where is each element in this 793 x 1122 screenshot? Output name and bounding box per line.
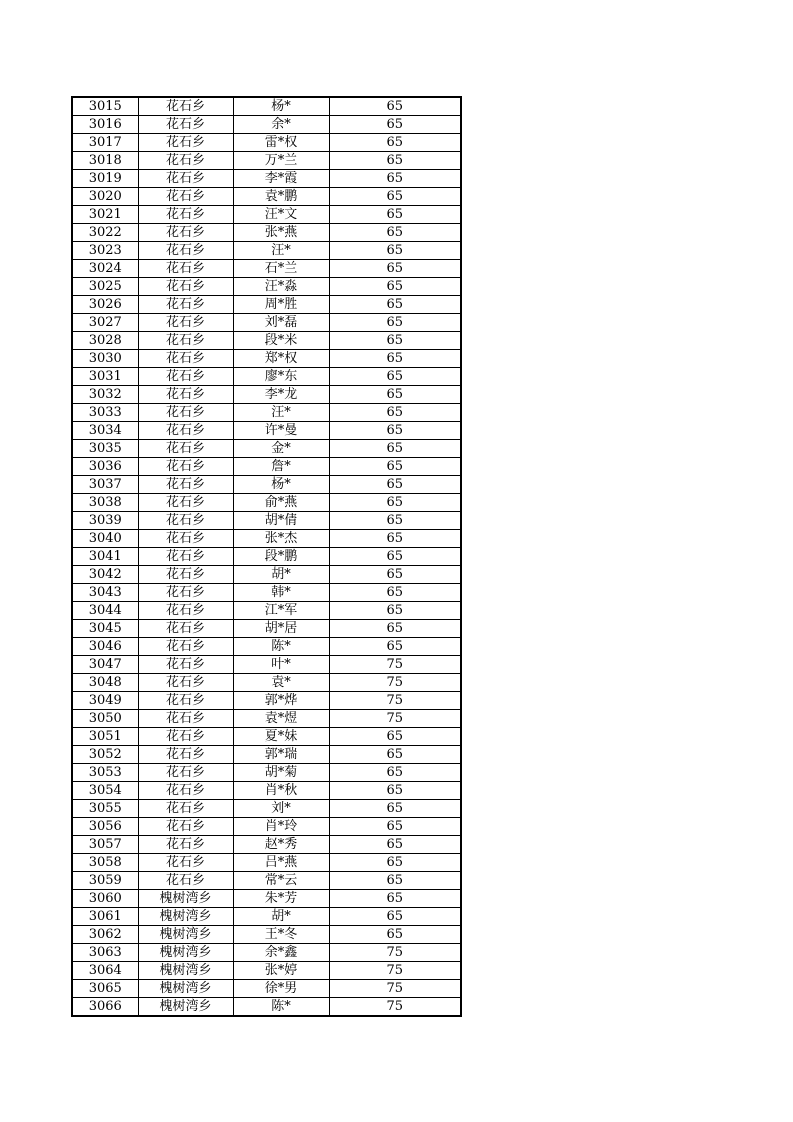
township-cell: 花石乡 (138, 638, 233, 656)
name-cell: 汪* (233, 404, 329, 422)
amount-cell: 65 (329, 746, 461, 764)
table-row (72, 656, 461, 674)
township-cell: 花石乡 (138, 260, 233, 278)
table-row (72, 260, 461, 278)
township-cell: 花石乡 (138, 836, 233, 854)
township-cell: 花石乡 (138, 872, 233, 890)
township-cell: 花石乡 (138, 170, 233, 188)
row-number-cell: 3056 (72, 818, 138, 836)
township-cell: 花石乡 (138, 440, 233, 458)
row-number-cell: 3035 (72, 440, 138, 458)
township-cell: 花石乡 (138, 602, 233, 620)
table-row (72, 170, 461, 188)
row-number-cell: 3057 (72, 836, 138, 854)
amount-cell: 75 (329, 944, 461, 962)
row-number-cell: 3019 (72, 170, 138, 188)
row-number-cell: 3046 (72, 638, 138, 656)
township-cell: 花石乡 (138, 296, 233, 314)
name-cell: 叶* (233, 656, 329, 674)
table-row (72, 908, 461, 926)
amount-cell: 65 (329, 566, 461, 584)
table-row (72, 368, 461, 386)
township-cell: 花石乡 (138, 566, 233, 584)
amount-cell: 75 (329, 980, 461, 998)
roster-table-body (72, 97, 461, 1016)
table-row (72, 800, 461, 818)
row-number-cell: 3015 (72, 97, 138, 116)
township-cell: 花石乡 (138, 512, 233, 530)
name-cell: 胡*倩 (233, 512, 329, 530)
township-cell: 花石乡 (138, 656, 233, 674)
table-row (72, 440, 461, 458)
amount-cell: 75 (329, 656, 461, 674)
township-cell: 花石乡 (138, 782, 233, 800)
table-row (72, 890, 461, 908)
amount-cell: 65 (329, 836, 461, 854)
amount-cell: 65 (329, 314, 461, 332)
township-cell: 花石乡 (138, 458, 233, 476)
row-number-cell: 3058 (72, 854, 138, 872)
name-cell: 李*龙 (233, 386, 329, 404)
township-cell: 槐树湾乡 (138, 890, 233, 908)
name-cell: 胡* (233, 908, 329, 926)
name-cell: 肖*玲 (233, 818, 329, 836)
township-cell: 槐树湾乡 (138, 980, 233, 998)
name-cell: 赵*秀 (233, 836, 329, 854)
name-cell: 吕*燕 (233, 854, 329, 872)
name-cell: 郭*瑞 (233, 746, 329, 764)
name-cell: 王*冬 (233, 926, 329, 944)
amount-cell: 65 (329, 296, 461, 314)
township-cell: 花石乡 (138, 854, 233, 872)
row-number-cell: 3066 (72, 998, 138, 1017)
table-row (72, 386, 461, 404)
name-cell: 郭*烨 (233, 692, 329, 710)
amount-cell: 65 (329, 800, 461, 818)
row-number-cell: 3032 (72, 386, 138, 404)
name-cell: 汪*淼 (233, 278, 329, 296)
table-row (72, 584, 461, 602)
name-cell: 胡* (233, 566, 329, 584)
township-cell: 花石乡 (138, 818, 233, 836)
name-cell: 段*米 (233, 332, 329, 350)
table-row (72, 242, 461, 260)
amount-cell: 65 (329, 152, 461, 170)
name-cell: 余* (233, 116, 329, 134)
township-cell: 花石乡 (138, 97, 233, 116)
township-cell: 花石乡 (138, 188, 233, 206)
name-cell: 韩* (233, 584, 329, 602)
amount-cell: 65 (329, 386, 461, 404)
table-row (72, 674, 461, 692)
table-row (72, 224, 461, 242)
table-row (72, 710, 461, 728)
amount-cell: 75 (329, 710, 461, 728)
table-row (72, 692, 461, 710)
name-cell: 詹* (233, 458, 329, 476)
name-cell: 张*燕 (233, 224, 329, 242)
name-cell: 廖*东 (233, 368, 329, 386)
row-number-cell: 3050 (72, 710, 138, 728)
township-cell: 花石乡 (138, 800, 233, 818)
township-cell: 花石乡 (138, 404, 233, 422)
row-number-cell: 3021 (72, 206, 138, 224)
row-number-cell: 3061 (72, 908, 138, 926)
table-row (72, 476, 461, 494)
amount-cell: 65 (329, 116, 461, 134)
row-number-cell: 3036 (72, 458, 138, 476)
amount-cell: 65 (329, 332, 461, 350)
table-row (72, 854, 461, 872)
roster-table (71, 96, 462, 1017)
row-number-cell: 3026 (72, 296, 138, 314)
amount-cell: 65 (329, 548, 461, 566)
name-cell: 夏*妹 (233, 728, 329, 746)
township-cell: 花石乡 (138, 314, 233, 332)
row-number-cell: 3025 (72, 278, 138, 296)
amount-cell: 65 (329, 188, 461, 206)
table-row (72, 350, 461, 368)
township-cell: 花石乡 (138, 350, 233, 368)
amount-cell: 75 (329, 692, 461, 710)
township-cell: 花石乡 (138, 206, 233, 224)
name-cell: 汪* (233, 242, 329, 260)
township-cell: 花石乡 (138, 728, 233, 746)
township-cell: 花石乡 (138, 584, 233, 602)
row-number-cell: 3047 (72, 656, 138, 674)
name-cell: 袁*煜 (233, 710, 329, 728)
name-cell: 余*鑫 (233, 944, 329, 962)
table-row (72, 962, 461, 980)
township-cell: 花石乡 (138, 422, 233, 440)
township-cell: 花石乡 (138, 116, 233, 134)
township-cell: 槐树湾乡 (138, 998, 233, 1017)
township-cell: 花石乡 (138, 278, 233, 296)
amount-cell: 65 (329, 908, 461, 926)
name-cell: 汪*文 (233, 206, 329, 224)
row-number-cell: 3065 (72, 980, 138, 998)
row-number-cell: 3049 (72, 692, 138, 710)
row-number-cell: 3027 (72, 314, 138, 332)
row-number-cell: 3043 (72, 584, 138, 602)
row-number-cell: 3042 (72, 566, 138, 584)
amount-cell: 65 (329, 242, 461, 260)
row-number-cell: 3028 (72, 332, 138, 350)
row-number-cell: 3017 (72, 134, 138, 152)
table-row (72, 116, 461, 134)
table-row (72, 926, 461, 944)
name-cell: 段*鹏 (233, 548, 329, 566)
spreadsheet-page (71, 96, 462, 1017)
row-number-cell: 3020 (72, 188, 138, 206)
name-cell: 胡*菊 (233, 764, 329, 782)
name-cell: 刘* (233, 800, 329, 818)
table-row (72, 836, 461, 854)
name-cell: 金* (233, 440, 329, 458)
amount-cell: 65 (329, 782, 461, 800)
township-cell: 花石乡 (138, 134, 233, 152)
township-cell: 花石乡 (138, 152, 233, 170)
amount-cell: 65 (329, 818, 461, 836)
name-cell: 石*兰 (233, 260, 329, 278)
row-number-cell: 3039 (72, 512, 138, 530)
township-cell: 槐树湾乡 (138, 962, 233, 980)
township-cell: 花石乡 (138, 494, 233, 512)
township-cell: 花石乡 (138, 548, 233, 566)
row-number-cell: 3034 (72, 422, 138, 440)
name-cell: 常*云 (233, 872, 329, 890)
amount-cell: 75 (329, 962, 461, 980)
amount-cell: 65 (329, 890, 461, 908)
amount-cell: 65 (329, 458, 461, 476)
name-cell: 江*军 (233, 602, 329, 620)
row-number-cell: 3023 (72, 242, 138, 260)
amount-cell: 65 (329, 476, 461, 494)
amount-cell: 65 (329, 422, 461, 440)
township-cell: 花石乡 (138, 476, 233, 494)
amount-cell: 65 (329, 278, 461, 296)
amount-cell: 65 (329, 170, 461, 188)
table-row (72, 404, 461, 422)
township-cell: 花石乡 (138, 764, 233, 782)
amount-cell: 65 (329, 530, 461, 548)
name-cell: 万*兰 (233, 152, 329, 170)
name-cell: 周*胜 (233, 296, 329, 314)
amount-cell: 65 (329, 620, 461, 638)
row-number-cell: 3055 (72, 800, 138, 818)
name-cell: 刘*磊 (233, 314, 329, 332)
name-cell: 雷*权 (233, 134, 329, 152)
table-row (72, 548, 461, 566)
name-cell: 胡*居 (233, 620, 329, 638)
table-row (72, 152, 461, 170)
table-row (72, 566, 461, 584)
amount-cell: 65 (329, 97, 461, 116)
amount-cell: 65 (329, 224, 461, 242)
row-number-cell: 3045 (72, 620, 138, 638)
row-number-cell: 3052 (72, 746, 138, 764)
township-cell: 花石乡 (138, 710, 233, 728)
name-cell: 杨* (233, 97, 329, 116)
table-row (72, 638, 461, 656)
table-row (72, 314, 461, 332)
name-cell: 郑*权 (233, 350, 329, 368)
amount-cell: 65 (329, 494, 461, 512)
amount-cell: 75 (329, 674, 461, 692)
table-row (72, 620, 461, 638)
row-number-cell: 3063 (72, 944, 138, 962)
amount-cell: 65 (329, 260, 461, 278)
amount-cell: 65 (329, 584, 461, 602)
township-cell: 槐树湾乡 (138, 908, 233, 926)
amount-cell: 65 (329, 404, 461, 422)
row-number-cell: 3037 (72, 476, 138, 494)
table-row (72, 494, 461, 512)
table-row (72, 422, 461, 440)
table-row (72, 998, 461, 1017)
township-cell: 花石乡 (138, 692, 233, 710)
table-row (72, 188, 461, 206)
township-cell: 槐树湾乡 (138, 944, 233, 962)
name-cell: 张*婷 (233, 962, 329, 980)
name-cell: 陈* (233, 638, 329, 656)
name-cell: 袁* (233, 674, 329, 692)
row-number-cell: 3016 (72, 116, 138, 134)
amount-cell: 65 (329, 926, 461, 944)
table-row (72, 980, 461, 998)
amount-cell: 65 (329, 854, 461, 872)
row-number-cell: 3064 (72, 962, 138, 980)
row-number-cell: 3041 (72, 548, 138, 566)
table-row (72, 512, 461, 530)
amount-cell: 65 (329, 764, 461, 782)
row-number-cell: 3018 (72, 152, 138, 170)
township-cell: 花石乡 (138, 368, 233, 386)
township-cell: 花石乡 (138, 332, 233, 350)
name-cell: 袁*鹏 (233, 188, 329, 206)
amount-cell: 65 (329, 134, 461, 152)
table-row (72, 818, 461, 836)
table-row (72, 134, 461, 152)
table-row (72, 278, 461, 296)
row-number-cell: 3059 (72, 872, 138, 890)
row-number-cell: 3040 (72, 530, 138, 548)
amount-cell: 65 (329, 368, 461, 386)
row-number-cell: 3054 (72, 782, 138, 800)
township-cell: 花石乡 (138, 530, 233, 548)
table-row (72, 872, 461, 890)
table-row (72, 296, 461, 314)
table-row (72, 97, 461, 116)
table-row (72, 530, 461, 548)
name-cell: 张*杰 (233, 530, 329, 548)
row-number-cell: 3031 (72, 368, 138, 386)
row-number-cell: 3053 (72, 764, 138, 782)
row-number-cell: 3044 (72, 602, 138, 620)
table-row (72, 602, 461, 620)
table-row (72, 746, 461, 764)
row-number-cell: 3048 (72, 674, 138, 692)
amount-cell: 65 (329, 350, 461, 368)
township-cell: 花石乡 (138, 224, 233, 242)
table-row (72, 332, 461, 350)
name-cell: 陈* (233, 998, 329, 1017)
name-cell: 俞*燕 (233, 494, 329, 512)
table-row (72, 458, 461, 476)
table-row (72, 782, 461, 800)
table-row (72, 206, 461, 224)
amount-cell: 65 (329, 512, 461, 530)
amount-cell: 65 (329, 602, 461, 620)
amount-cell: 65 (329, 872, 461, 890)
table-row (72, 728, 461, 746)
row-number-cell: 3024 (72, 260, 138, 278)
row-number-cell: 3038 (72, 494, 138, 512)
name-cell: 杨* (233, 476, 329, 494)
name-cell: 肖*秋 (233, 782, 329, 800)
amount-cell: 65 (329, 206, 461, 224)
name-cell: 许*曼 (233, 422, 329, 440)
name-cell: 朱*芳 (233, 890, 329, 908)
row-number-cell: 3030 (72, 350, 138, 368)
amount-cell: 75 (329, 998, 461, 1017)
name-cell: 徐*男 (233, 980, 329, 998)
table-row (72, 944, 461, 962)
amount-cell: 65 (329, 638, 461, 656)
row-number-cell: 3033 (72, 404, 138, 422)
amount-cell: 65 (329, 440, 461, 458)
amount-cell: 65 (329, 728, 461, 746)
township-cell: 花石乡 (138, 242, 233, 260)
row-number-cell: 3062 (72, 926, 138, 944)
township-cell: 花石乡 (138, 674, 233, 692)
township-cell: 花石乡 (138, 386, 233, 404)
row-number-cell: 3022 (72, 224, 138, 242)
row-number-cell: 3060 (72, 890, 138, 908)
row-number-cell: 3051 (72, 728, 138, 746)
township-cell: 花石乡 (138, 620, 233, 638)
township-cell: 花石乡 (138, 746, 233, 764)
township-cell: 槐树湾乡 (138, 926, 233, 944)
table-row (72, 764, 461, 782)
name-cell: 李*霞 (233, 170, 329, 188)
